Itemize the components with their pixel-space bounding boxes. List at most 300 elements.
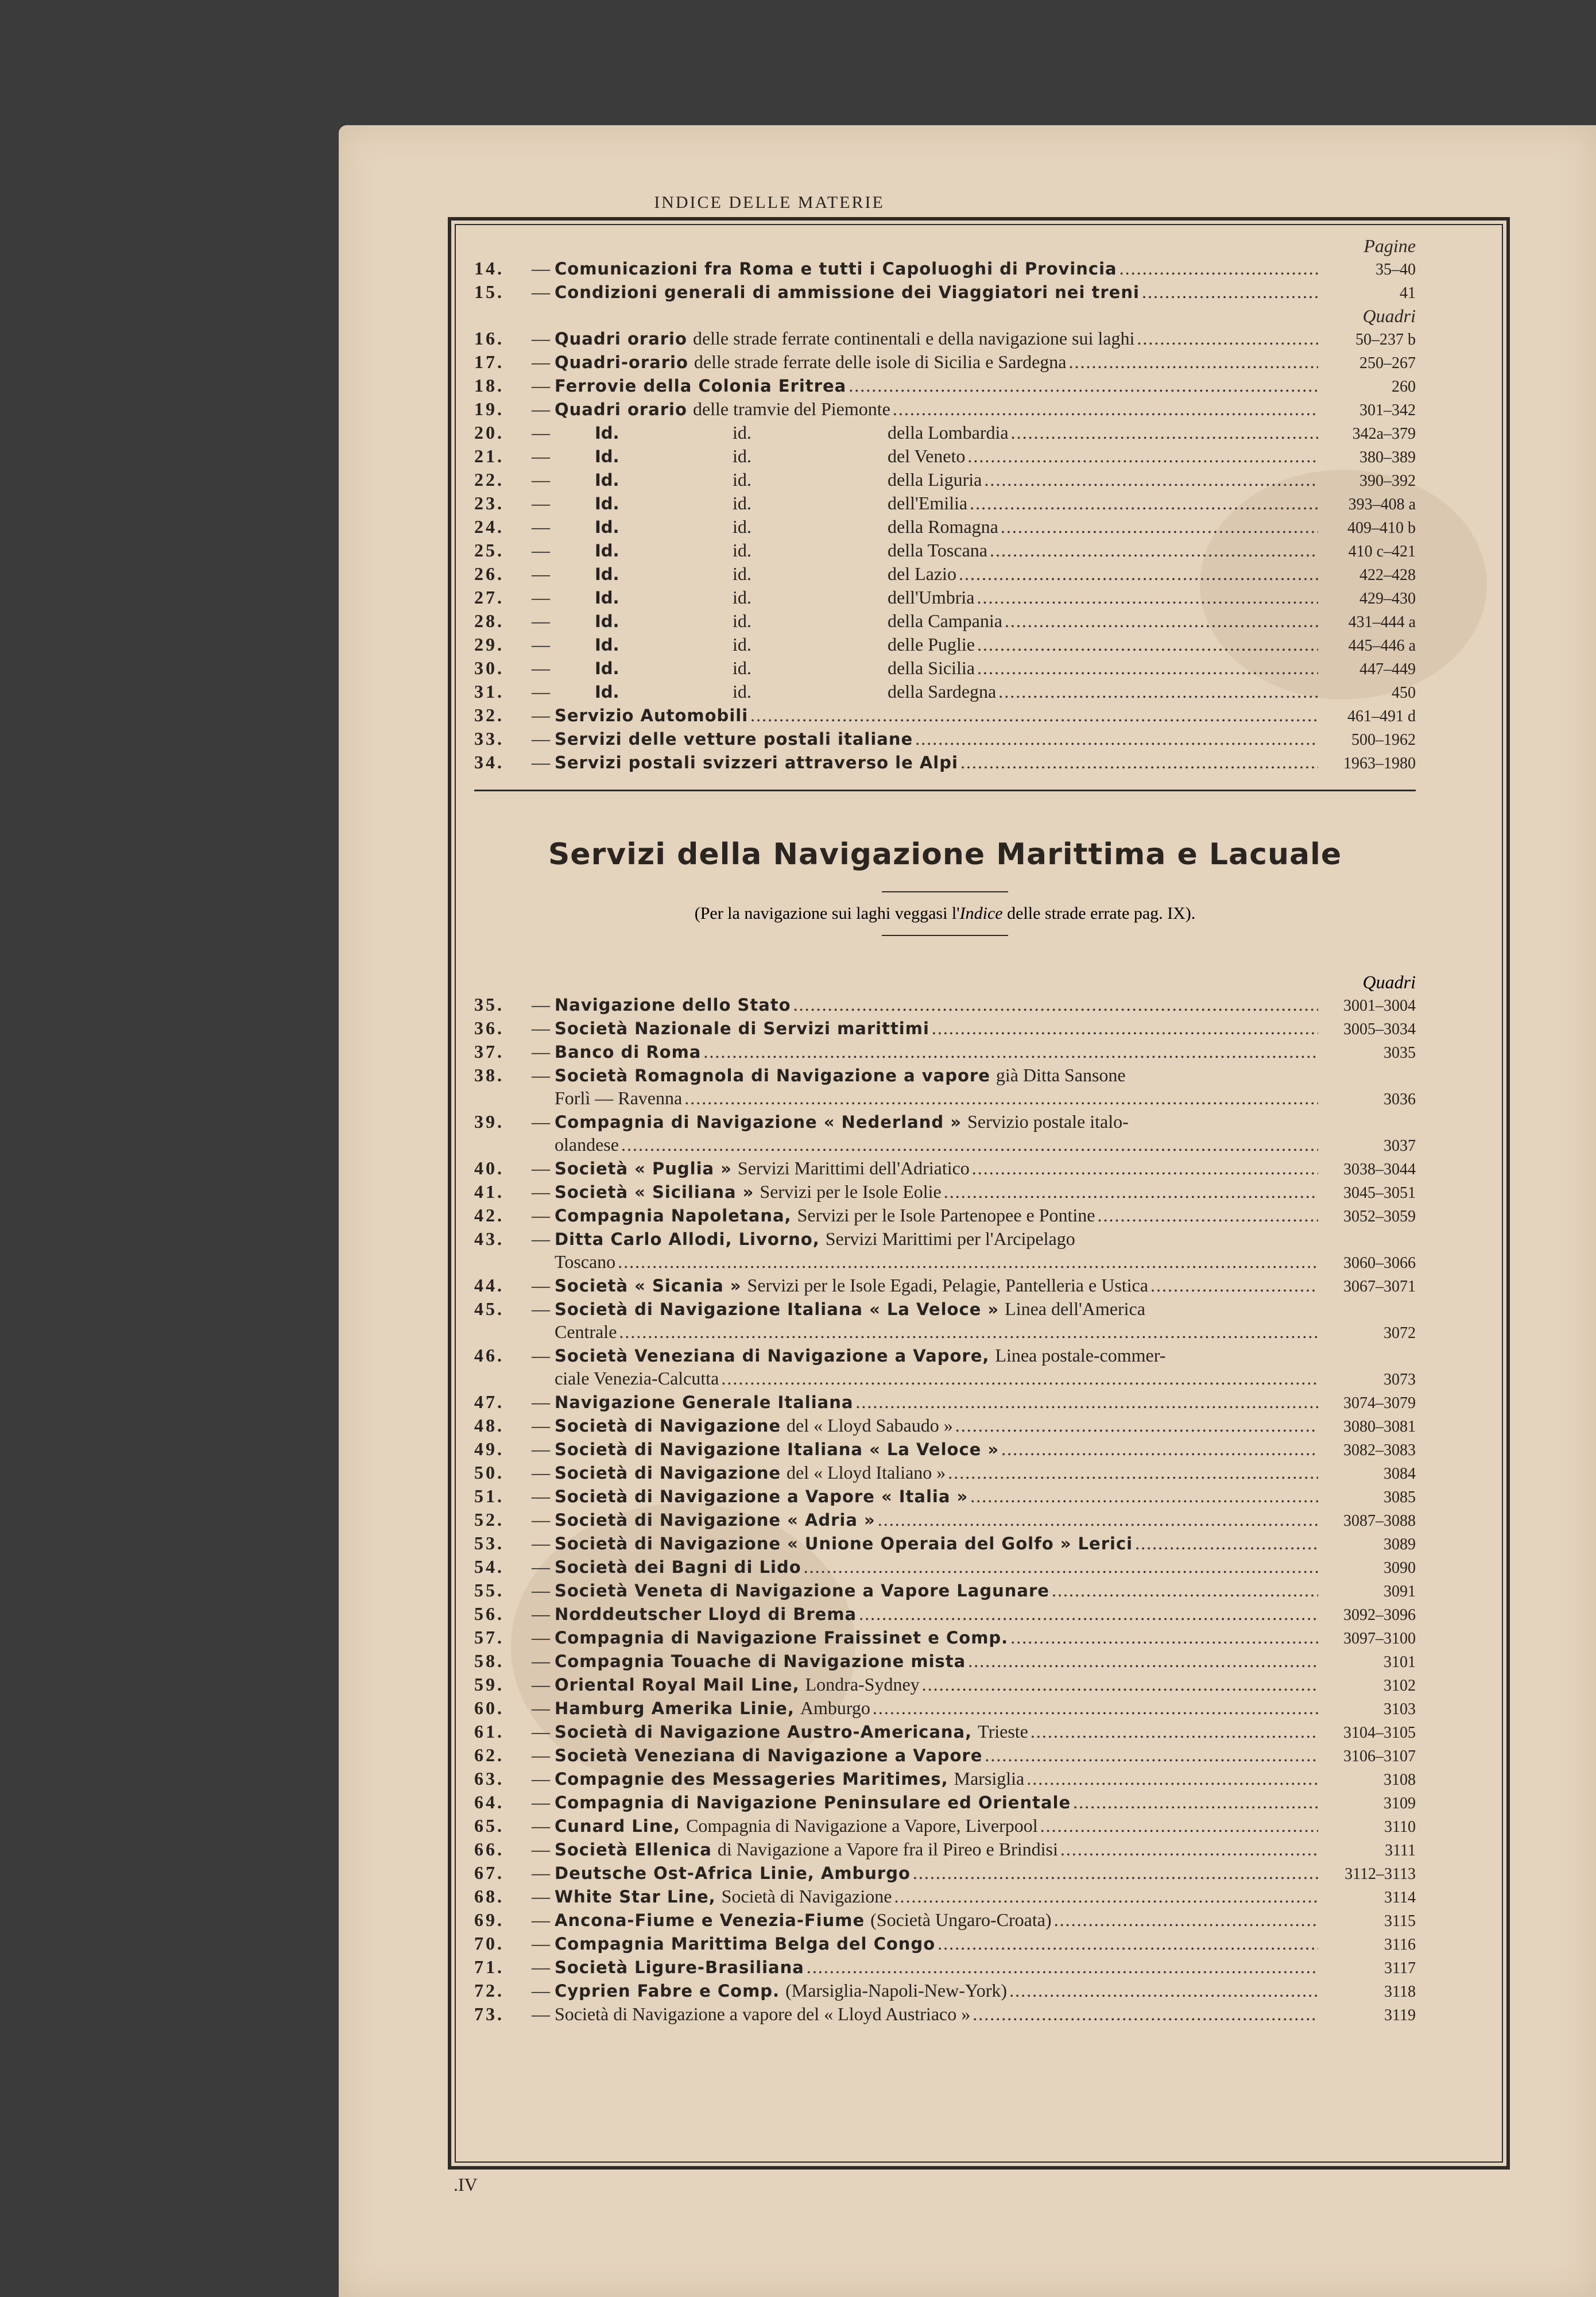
entry-number: 28. xyxy=(474,610,504,631)
entry-title: Navigazione dello Stato xyxy=(555,995,791,1015)
entry-dash: — xyxy=(532,1815,550,1836)
entry-title: Norddeutscher Lloyd di Brema xyxy=(555,1604,857,1624)
index-entry xyxy=(474,728,1416,751)
entry-ditto: Id. xyxy=(595,564,619,584)
entry-title: Quadri orario xyxy=(555,329,687,349)
index-entry xyxy=(474,492,1416,516)
index-entry xyxy=(474,610,1416,633)
entry-dash: — xyxy=(532,658,550,678)
entry-dash: — xyxy=(532,1956,550,1977)
entry-number: 48. xyxy=(474,1415,504,1436)
index-entry xyxy=(474,445,1416,469)
index-entry xyxy=(474,1298,1416,1321)
entry-dash: — xyxy=(532,516,550,537)
entry-pages: 3084 xyxy=(1384,1465,1416,1483)
entry-title-group xyxy=(555,374,1318,397)
entry-number: 61. xyxy=(474,1721,504,1742)
entry-number: 72. xyxy=(474,1980,504,2001)
entry-pages: 342a–379 xyxy=(1352,425,1416,443)
entry-title-group xyxy=(555,1744,1318,1767)
entry-number: 59. xyxy=(474,1674,504,1695)
entry-dash: — xyxy=(532,351,550,372)
entry-title-group xyxy=(555,1979,1318,2002)
index-entry xyxy=(474,1979,1416,2003)
entry-title-group xyxy=(555,1274,1318,1297)
entry-pages: 260 xyxy=(1392,378,1416,396)
entry-number: 45. xyxy=(474,1298,504,1319)
entry-pages: 250–267 xyxy=(1359,354,1416,372)
dot-leader xyxy=(1073,1791,1318,1813)
entry-number: 35. xyxy=(474,994,504,1015)
entry-continuation-group xyxy=(555,1251,1318,1273)
entry-title: Società Ligure-Brasiliana xyxy=(555,1958,804,1977)
entry-number: 42. xyxy=(474,1205,504,1225)
entry-dash: — xyxy=(532,1674,550,1695)
dot-leader xyxy=(1098,1204,1319,1227)
entry-ditto-small: id. xyxy=(733,681,751,702)
page-header-title: INDICE DELLE MATERIE xyxy=(654,193,885,212)
entry-ditto: Id. xyxy=(595,494,619,513)
entry-number: 31. xyxy=(474,681,504,702)
entry-title: Hamburg Amerika Linie, xyxy=(555,1699,795,1718)
entry-dash: — xyxy=(532,1509,550,1530)
entry-title-group xyxy=(555,1344,1416,1367)
index-entry xyxy=(474,1650,1416,1673)
entry-title-group xyxy=(555,1673,1318,1696)
entry-ditto-small: id. xyxy=(733,469,751,490)
index-entry xyxy=(474,281,1416,304)
entry-dash: — xyxy=(532,540,550,560)
entry-pages: 3118 xyxy=(1384,1983,1416,2001)
entry-region: delle Puglie xyxy=(888,634,975,655)
index-entry-continuation xyxy=(474,1367,1416,1391)
entry-number: 44. xyxy=(474,1275,504,1296)
entry-dash: — xyxy=(532,994,550,1015)
entry-number: 69. xyxy=(474,1909,504,1930)
entry-number: 36. xyxy=(474,1018,504,1038)
entry-title: Società Nazionale di Servizi marittimi xyxy=(555,1019,929,1038)
dot-leader xyxy=(893,398,1318,420)
entry-pages: 3089 xyxy=(1384,1536,1416,1553)
entry-description: Compagnia di Navigazione a Vapore, Liverpool xyxy=(686,1815,1038,1836)
entry-title-group xyxy=(888,516,1318,538)
entry-title-group xyxy=(888,586,1318,609)
index-entry xyxy=(474,1064,1416,1087)
entry-pages: 3101 xyxy=(1384,1653,1416,1671)
entry-ditto: Id. xyxy=(595,588,619,608)
entry-pages: 3119 xyxy=(1384,2006,1416,2024)
dot-leader xyxy=(859,1603,1318,1625)
entry-description: Servizio postale italo- xyxy=(967,1111,1129,1132)
dot-leader xyxy=(948,1461,1318,1484)
entry-region: del Veneto xyxy=(888,446,966,466)
entry-description: già Ditta Sansone xyxy=(995,1065,1126,1085)
entry-description: Linea postale-commer- xyxy=(995,1345,1166,1366)
entry-description: Società di Navigazione a vapore del « Lloyd Austriaco » xyxy=(555,2004,971,2024)
entry-ditto-small: id. xyxy=(733,493,751,513)
pages-list xyxy=(474,257,1416,304)
entry-description: di Navigazione a Vapore fra il Pireo e Brindisi xyxy=(717,1839,1058,1859)
entry-number: 29. xyxy=(474,634,504,655)
index-entry xyxy=(474,1041,1416,1064)
entry-title-group xyxy=(888,633,1318,656)
entry-title-group xyxy=(555,257,1318,280)
entry-pages: 3001–3004 xyxy=(1343,997,1416,1015)
entry-number: 26. xyxy=(474,563,504,584)
dot-leader xyxy=(932,1017,1318,1039)
entry-title-group xyxy=(555,398,1318,421)
index-entry xyxy=(474,1885,1416,1909)
entry-pages: 461–491 d xyxy=(1347,707,1416,725)
dot-leader xyxy=(1011,421,1318,444)
entry-dash: — xyxy=(532,328,550,349)
entry-title: White Star Line, xyxy=(555,1887,716,1907)
entry-dash: — xyxy=(532,1839,550,1859)
entry-dash: — xyxy=(532,1415,550,1436)
entry-dash: — xyxy=(532,1627,550,1648)
index-entry xyxy=(474,680,1416,704)
entry-title-group xyxy=(555,1438,1318,1461)
entry-number: 23. xyxy=(474,493,504,513)
entry-pages: 3087–3088 xyxy=(1343,1512,1416,1530)
entry-ditto-small: id. xyxy=(733,563,751,584)
index-entry xyxy=(474,1768,1416,1791)
entry-dash: — xyxy=(532,1275,550,1296)
entry-pages: 431–444 a xyxy=(1348,613,1416,631)
entry-dash: — xyxy=(532,399,550,419)
entry-number: 71. xyxy=(474,1956,504,1977)
entry-title: Società Ellenica xyxy=(555,1840,712,1859)
entry-continuation-group xyxy=(555,1367,1318,1390)
entry-dash: — xyxy=(532,493,550,513)
entry-ditto: Id. xyxy=(595,682,619,702)
entry-dash: — xyxy=(532,1650,550,1671)
index-entry xyxy=(474,1181,1416,1204)
entry-pages: 445–446 a xyxy=(1348,637,1416,655)
entry-title-group xyxy=(555,1909,1318,1932)
entry-title-group xyxy=(555,281,1318,304)
entry-title-group xyxy=(888,469,1318,491)
dot-leader xyxy=(990,539,1318,562)
entry-continuation: olandese xyxy=(555,1134,619,1155)
entry-pages: 3085 xyxy=(1384,1488,1416,1506)
entry-title-group xyxy=(888,539,1318,562)
entry-description: delle strade ferrate delle isole di Sicilia e Sardegna xyxy=(694,351,1067,372)
entry-description: Servizi Marittimi dell'Adriatico xyxy=(737,1158,970,1178)
index-entry xyxy=(474,257,1416,281)
entry-title: Comunicazioni fra Roma e tutti i Capoluoghi di Provincia xyxy=(555,259,1117,279)
entry-pages: 3114 xyxy=(1384,1889,1416,1907)
entry-region: della Sardegna xyxy=(888,681,997,702)
entry-dash: — xyxy=(532,1768,550,1789)
entry-pages: 393–408 a xyxy=(1348,496,1416,513)
dot-leader xyxy=(938,1932,1318,1955)
entry-title: Compagnia Napoletana, xyxy=(555,1206,792,1225)
regional-tram-list xyxy=(474,421,1416,704)
entry-pages: 3080–3081 xyxy=(1343,1418,1416,1436)
index-entry xyxy=(474,751,1416,775)
entry-ditto: Id. xyxy=(595,635,619,655)
entry-number: 27. xyxy=(474,587,504,608)
entry-title-group xyxy=(888,610,1318,632)
entry-region: della Sicilia xyxy=(888,658,975,678)
entry-dash: — xyxy=(532,1862,550,1883)
entry-number: 54. xyxy=(474,1556,504,1577)
entry-pages: 3110 xyxy=(1384,1818,1416,1836)
entry-pages: 380–389 xyxy=(1359,448,1416,466)
entry-region: dell'Emilia xyxy=(888,493,968,513)
entry-title-group xyxy=(555,1064,1416,1087)
entry-pages: 429–430 xyxy=(1359,590,1416,608)
index-entry xyxy=(474,1111,1416,1134)
entry-dash: — xyxy=(532,610,550,631)
entry-ditto-small: id. xyxy=(733,422,751,443)
entry-title-group xyxy=(555,1391,1318,1414)
entry-title-group xyxy=(555,1815,1318,1838)
entry-number: 30. xyxy=(474,658,504,678)
index-entry xyxy=(474,469,1416,492)
entry-title-group xyxy=(555,1626,1318,1649)
dot-leader xyxy=(944,1181,1318,1203)
entry-title-group xyxy=(888,445,1318,467)
entry-title: Società « Sicania » xyxy=(555,1276,742,1296)
entry-dash: — xyxy=(532,1603,550,1624)
entry-title: Società Veneziana di Navigazione a Vapore, xyxy=(555,1346,990,1366)
dot-leader xyxy=(621,1134,1318,1156)
entry-title: Condizioni generali di ammissione dei Viaggiatori nei treni xyxy=(555,283,1140,302)
index-entry xyxy=(474,398,1416,421)
entry-title: Compagnia di Navigazione Fraissinet e Comp. xyxy=(555,1628,1009,1648)
entry-title: Società di Navigazione Italiana « La Veloce » xyxy=(555,1440,1000,1459)
entry-dash: — xyxy=(532,705,550,725)
dot-leader xyxy=(750,704,1318,726)
dot-leader xyxy=(1119,257,1318,280)
dot-leader xyxy=(793,993,1318,1016)
entry-number: 17. xyxy=(474,351,504,372)
dot-leader xyxy=(618,1251,1318,1273)
dot-leader xyxy=(1009,1979,1318,2002)
dot-leader xyxy=(955,1414,1318,1437)
entry-continuation-group xyxy=(555,1321,1318,1343)
entry-dash: — xyxy=(532,1298,550,1319)
entry-title-group xyxy=(555,1461,1318,1484)
entry-pages: 3035 xyxy=(1384,1044,1416,1062)
index-entry xyxy=(474,1909,1416,1932)
entry-dash: — xyxy=(532,446,550,466)
entry-description: delle tramvie del Piemonte xyxy=(692,399,890,419)
index-entry xyxy=(474,1157,1416,1181)
dot-leader xyxy=(1135,1532,1318,1554)
entry-description: Amburgo xyxy=(800,1697,870,1718)
entry-title: Quadri-orario xyxy=(555,353,688,372)
entry-dash: — xyxy=(532,1697,550,1718)
index-frame xyxy=(448,217,1510,2170)
entry-title: Servizio Automobili xyxy=(555,706,749,725)
entry-dash: — xyxy=(532,1486,550,1506)
entry-pages: 50–237 b xyxy=(1355,331,1416,349)
index-entry xyxy=(474,1556,1416,1579)
dot-leader xyxy=(1026,1768,1318,1790)
entry-number: 68. xyxy=(474,1886,504,1907)
dot-leader xyxy=(1150,1274,1318,1297)
entry-title: Oriental Royal Mail Line, xyxy=(555,1675,800,1695)
entry-pages: 390–392 xyxy=(1359,472,1416,490)
entry-title-group xyxy=(888,563,1318,585)
entry-region: della Campania xyxy=(888,610,1002,631)
entry-continuation: Forlì — Ravenna xyxy=(555,1088,683,1108)
entry-number: 64. xyxy=(474,1792,504,1812)
entry-title-group xyxy=(555,1181,1318,1204)
index-entry xyxy=(474,1461,1416,1485)
entry-continuation-group xyxy=(555,1087,1318,1109)
dot-leader xyxy=(684,1087,1318,1109)
note-text-b: delle strade errate pag. IX). xyxy=(1002,904,1196,923)
index-entry xyxy=(474,1228,1416,1251)
entry-number: 66. xyxy=(474,1839,504,1859)
index-entry xyxy=(474,539,1416,563)
short-rule-top xyxy=(882,891,1008,892)
entry-title: Società « Siciliana » xyxy=(555,1182,754,1202)
entry-number: 52. xyxy=(474,1509,504,1530)
entry-pages: 3067–3071 xyxy=(1343,1278,1416,1296)
entry-number: 19. xyxy=(474,399,504,419)
entry-title-group xyxy=(555,1768,1318,1791)
entry-title-group xyxy=(555,1956,1318,1979)
entry-title-group xyxy=(888,680,1318,703)
entry-number: 67. xyxy=(474,1862,504,1883)
entry-number: 57. xyxy=(474,1627,504,1648)
entry-title: Ditta Carlo Allodi, Livorno, xyxy=(555,1229,820,1249)
entry-ditto-small: id. xyxy=(733,634,751,655)
dot-leader xyxy=(977,586,1319,609)
entry-pages: 410 c–421 xyxy=(1348,543,1416,560)
entry-number: 55. xyxy=(474,1580,504,1600)
entry-ditto-small: id. xyxy=(733,516,751,537)
entry-pages: 3111 xyxy=(1385,1842,1416,1859)
index-entry xyxy=(474,1697,1416,1720)
entry-title: Società Veneziana di Navigazione a Vapore xyxy=(555,1746,983,1765)
entry-title-group xyxy=(555,1298,1416,1321)
index-entry xyxy=(474,1391,1416,1414)
entry-dash: — xyxy=(532,469,550,490)
entry-title: Compagnia Touache di Navigazione mista xyxy=(555,1652,966,1671)
index-entry xyxy=(474,633,1416,657)
entry-region: della Lombardia xyxy=(888,422,1009,443)
dot-leader xyxy=(807,1956,1318,1978)
dot-leader xyxy=(998,680,1318,703)
entry-title-group xyxy=(555,1111,1416,1134)
entry-description: Servizi per le Isole Partenopee e Pontine xyxy=(797,1205,1095,1225)
entry-dash: — xyxy=(532,281,550,302)
entry-ditto: Id. xyxy=(595,612,619,631)
dot-leader xyxy=(915,728,1318,750)
entry-title: Banco di Roma xyxy=(555,1042,702,1062)
entry-description: Servizi per le Isole Egadi, Pelagie, Pantelleria e Ustica xyxy=(747,1275,1148,1296)
dot-leader xyxy=(973,2003,1318,2025)
entry-region: dell'Umbria xyxy=(888,587,975,608)
entry-pages: 3060–3066 xyxy=(1343,1254,1416,1272)
entry-pages: 409–410 b xyxy=(1347,519,1416,537)
index-entry xyxy=(474,657,1416,680)
entry-number: 16. xyxy=(474,328,504,349)
entry-dash: — xyxy=(532,1745,550,1765)
index-entry xyxy=(474,1509,1416,1532)
dot-leader xyxy=(894,1885,1318,1908)
entry-pages: 1963–1980 xyxy=(1343,755,1416,772)
entry-pages: 3036 xyxy=(1384,1091,1416,1108)
entry-title-group xyxy=(555,327,1318,350)
entry-number: 70. xyxy=(474,1933,504,1954)
entry-title-group xyxy=(555,1720,1318,1743)
entry-number: 21. xyxy=(474,446,504,466)
entry-continuation-group xyxy=(555,1134,1318,1156)
entry-title: Compagnie des Messageries Maritimes, xyxy=(555,1769,948,1789)
entry-ditto-small: id. xyxy=(733,446,751,466)
section-note xyxy=(474,904,1416,923)
entry-title-group xyxy=(555,728,1318,751)
entry-title: Società di Navigazione Italiana « La Veloce » xyxy=(555,1300,1000,1319)
entry-title-group xyxy=(555,1204,1318,1227)
entry-title-group xyxy=(555,1157,1318,1180)
entry-number: 24. xyxy=(474,516,504,537)
entry-number: 58. xyxy=(474,1650,504,1671)
entry-number: 38. xyxy=(474,1065,504,1085)
entry-pages: 3090 xyxy=(1384,1559,1416,1577)
entry-pages: 3045–3051 xyxy=(1343,1184,1416,1202)
entry-dash: — xyxy=(532,1065,550,1085)
entry-number: 41. xyxy=(474,1181,504,1202)
entry-pages: 3082–3083 xyxy=(1343,1441,1416,1459)
entry-title: Navigazione Generale Italiana xyxy=(555,1393,854,1412)
entry-number: 34. xyxy=(474,752,504,772)
entry-number: 33. xyxy=(474,728,504,749)
dot-leader xyxy=(721,1367,1318,1390)
entry-pages: 41 xyxy=(1400,284,1416,302)
entry-number: 43. xyxy=(474,1228,504,1249)
entry-dash: — xyxy=(532,258,550,279)
entry-dash: — xyxy=(532,1580,550,1600)
entry-pages: 3091 xyxy=(1384,1583,1416,1600)
entry-number: 73. xyxy=(474,2004,504,2024)
entry-description: Servizi Marittimi per l'Arcipelago xyxy=(825,1228,1075,1249)
dot-leader xyxy=(985,1744,1318,1766)
index-entry xyxy=(474,1932,1416,1956)
dot-leader xyxy=(977,633,1318,656)
entry-dash: — xyxy=(532,1980,550,2001)
entry-title: Società di Navigazione « Adria » xyxy=(555,1510,876,1530)
entry-pages: 500–1962 xyxy=(1351,731,1416,749)
entry-title-group xyxy=(555,993,1318,1016)
entry-description: Società di Navigazione xyxy=(721,1886,892,1907)
entry-dash: — xyxy=(532,1158,550,1178)
entry-continuation: Toscano xyxy=(555,1251,616,1272)
dot-leader xyxy=(984,469,1318,491)
entry-title-group xyxy=(555,1556,1318,1579)
index-entry xyxy=(474,1485,1416,1509)
entry-dash: — xyxy=(532,1018,550,1038)
entry-number: 56. xyxy=(474,1603,504,1624)
entry-dash: — xyxy=(532,1886,550,1907)
index-entry xyxy=(474,516,1416,539)
dot-leader xyxy=(619,1321,1318,1343)
entry-description: Servizi per le Isole Eolie xyxy=(760,1181,942,1202)
dot-leader xyxy=(970,492,1318,515)
entry-dash: — xyxy=(532,1041,550,1062)
entry-dash: — xyxy=(532,1205,550,1225)
entry-dash: — xyxy=(532,563,550,584)
entry-dash: — xyxy=(532,1909,550,1930)
index-entry xyxy=(474,1344,1416,1367)
